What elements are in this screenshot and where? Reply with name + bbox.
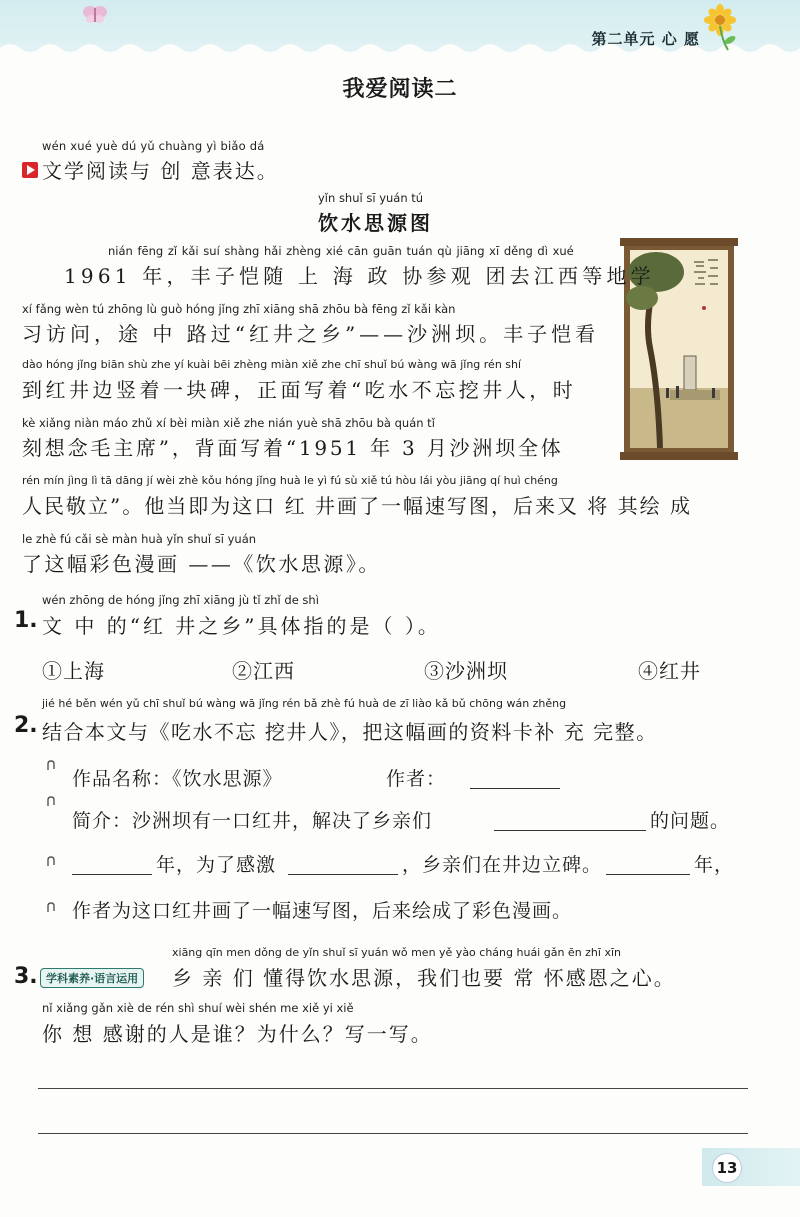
q1-text: 文 中 的“红 井之乡”具体指的是（ ）。 — [42, 614, 441, 638]
card-work-name: 作品名称：《饮水思源》 — [72, 768, 283, 790]
clip-icon — [46, 760, 58, 774]
year-blank-1[interactable] — [72, 874, 152, 875]
unit-label: 第二单元 心 愿 — [591, 30, 700, 48]
q1-option-2[interactable]: ②江西 — [232, 659, 295, 683]
card-intro-end: 的问题。 — [650, 810, 731, 832]
q2-number: 2. — [14, 713, 38, 738]
article-line-3-pinyin: dào hóng jǐng biān shù zhe yí kuài bēi zhèng miàn xiě zhe chī shuǐ bú wàng wā jǐng rén shí — [22, 358, 522, 371]
clip-icon — [46, 856, 58, 870]
answer-line-1[interactable] — [38, 1088, 748, 1089]
article-line-2: 习访问，途 中 路过“红井之乡”——沙洲坝。丰子恺看 — [22, 322, 600, 346]
year-blank-2[interactable] — [606, 874, 690, 875]
q3-number: 3. — [14, 964, 38, 989]
article-line-1: 1961 年，丰子恺随 上 海 政 协参观 团去江西等地学 — [64, 264, 655, 288]
literacy-badge: 学科素养·语言运用 — [40, 968, 144, 988]
q1-option-3[interactable]: ③沙洲坝 — [424, 659, 508, 683]
article-title-pinyin: yǐn shuǐ sī yuán tú — [318, 191, 424, 205]
clip-icon — [46, 796, 58, 810]
section-heading: 文学阅读与 创 意表达。 — [42, 159, 279, 183]
play-marker-icon — [22, 162, 38, 178]
q1-number: 1. — [14, 608, 38, 633]
article-line-6: 了这幅彩色漫画 ——《饮水思源》。 — [22, 552, 381, 576]
butterfly-icon — [82, 4, 108, 24]
clip-icon — [46, 902, 58, 916]
page-number: 13 — [712, 1153, 742, 1183]
article-line-4: 刻想念毛主席”，背面写着“1951 年 3 月沙洲坝全体 — [22, 436, 564, 460]
section-pinyin: wén xué yuè dú yǔ chuàng yì biǎo dá — [42, 139, 265, 153]
gratitude-blank[interactable] — [288, 874, 398, 875]
problem-blank[interactable] — [494, 830, 646, 831]
article-line-1-pinyin: nián fēng zǐ kǎi suí shàng hǎi zhèng xié cān guān tuán qù jiāng xī děng dì xué — [108, 244, 574, 258]
q1-option-4[interactable]: ④红井 — [638, 659, 701, 683]
q3-pinyin-a: xiāng qīn men dǒng de yǐn shuǐ sī yuán wǒ men yě yào cháng huái gǎn ēn zhī xīn — [172, 946, 621, 959]
answer-line-2[interactable] — [38, 1133, 748, 1134]
article-line-5-pinyin: rén mín jìng lì tā dāng jí wèi zhè kǒu hóng jǐng huà le yì fú sù xiě tú hòu lái yòu jiāng qí huì chéng — [22, 474, 558, 487]
article-title: 饮水思源图 — [318, 211, 433, 235]
q1-pinyin: wén zhōng de hóng jǐng zhī xiāng jù tǐ zhǐ de shì — [42, 593, 319, 607]
q2-text: 结合本文与《吃水不忘 挖井人》，把这幅画的资料卡补 充 完整。 — [42, 720, 658, 744]
q2-pinyin: jié hé běn wén yǔ chī shuǐ bú wàng wā jǐng rén bǎ zhè fú huà de zī liào kǎ bǔ chōng wán zhěng — [42, 697, 567, 710]
card-year-text: 年，为了感激 — [156, 854, 277, 876]
q3-pinyin-b: nǐ xiǎng gǎn xiè de rén shì shuí wèi shén me xiě yi xiě — [42, 1001, 354, 1015]
q1-option-1[interactable]: ①上海 — [42, 659, 105, 683]
author-blank[interactable] — [470, 788, 560, 789]
q3-text-b: 你 想 感谢的人是谁？为什么？写一写。 — [42, 1022, 433, 1046]
card-final-text: 作者为这口红井画了一幅速写图，后来绘成了彩色漫画。 — [72, 900, 573, 922]
card-author-label: 作者： — [386, 768, 447, 790]
article-line-3: 到红井边竖着一块碑，正面写着“吃水不忘挖井人，时 — [22, 378, 577, 402]
article-line-2-pinyin: xí fǎng wèn tú zhōng lù guò hóng jǐng zhī xiāng shā zhōu bà fēng zǐ kǎi kàn — [22, 302, 456, 316]
article-line-4-pinyin: kè xiǎng niàn máo zhǔ xí bèi miàn xiě zhe nián yuè shā zhōu bà quán tǐ — [22, 416, 435, 430]
article-line-5: 人民敬立”。他当即为这口 红 井画了一幅速写图，后来又 将 其绘 成 — [22, 494, 693, 518]
card-year-text-2: 年， — [694, 854, 735, 876]
article-line-6-pinyin: le zhè fú cǎi sè màn huà yǐn shuǐ sī yuán — [22, 532, 257, 546]
card-intro: 简介：沙洲坝有一口红井，解决了乡亲们 — [72, 810, 433, 832]
q3-text-a: 乡 亲 们 懂得饮水思源，我们也要 常 怀感恩之心。 — [172, 966, 676, 990]
flower-icon — [700, 4, 740, 52]
card-monument-text: ，乡亲们在井边立碑。 — [402, 854, 603, 876]
page-title: 我爱阅读二 — [342, 77, 458, 102]
